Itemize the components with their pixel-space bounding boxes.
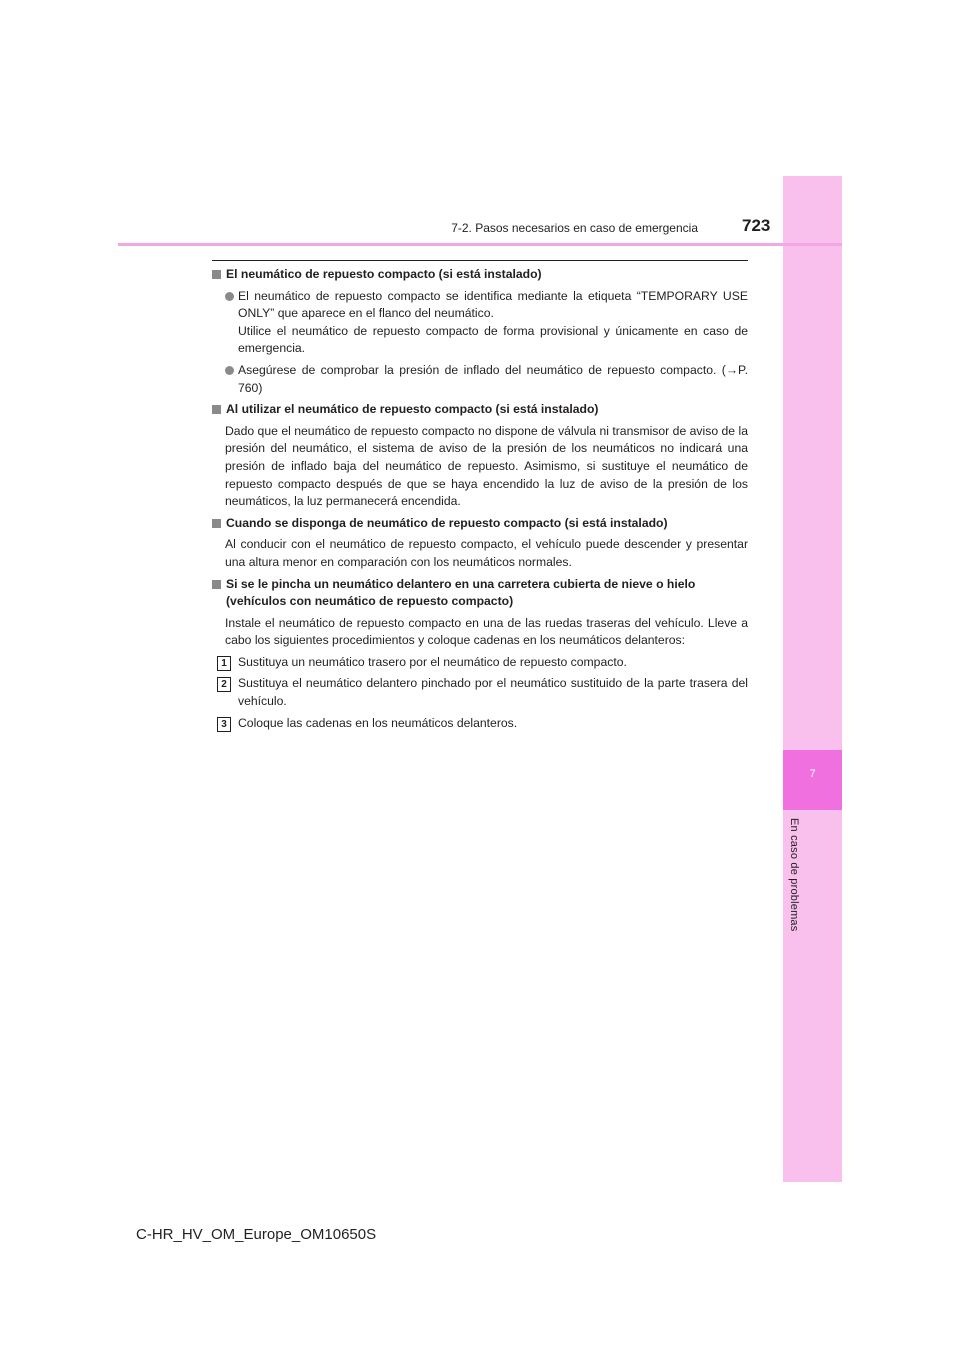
section-paragraph: Al conducir con el neumático de repuesto compacto, el vehículo puede descender y presentar una altura menor en comparación con los neumáticos normales.	[225, 537, 748, 569]
step-text: Coloque las cadenas en los neumáticos delanteros.	[238, 715, 518, 730]
bullet-text: Asegúrese de comprobar la presión de inflado del neumático de repuesto compacto. (→P. 760)	[238, 362, 748, 395]
header-divider	[118, 243, 842, 246]
chapter-number: 7	[809, 768, 816, 780]
chapter-title: En caso de problemas	[788, 818, 800, 932]
document-code-footer: C-HR_HV_OM_Europe_OM10650S	[136, 1226, 377, 1243]
procedure-step	[212, 715, 748, 733]
procedure-step	[212, 654, 748, 672]
section-paragraph: Instale el neumático de repuesto compacto en una de las ruedas traseras del vehículo. Lleve a cabo los siguientes procedimientos y coloque cadenas en los neumáticos delanteros:	[225, 615, 748, 648]
chapter-side-tab	[783, 176, 842, 1182]
step-number-badge: 3	[217, 717, 231, 732]
section-heading: Al utilizar el neumático de repuesto compacto (si está instalado)	[212, 401, 748, 419]
chapter-number-tab[interactable]	[783, 750, 842, 810]
step-number-badge: 1	[217, 656, 231, 671]
bullet-text: Utilice el neumático de repuesto compacto de forma provisional y únicamente en caso de emergencia.	[238, 323, 748, 356]
content-top-rule	[212, 260, 748, 261]
section-heading: El neumático de repuesto compacto (si está instalado)	[212, 266, 748, 284]
page-content	[212, 266, 748, 736]
procedure-step	[212, 675, 748, 710]
page-number: 723	[742, 216, 771, 235]
bullet-item	[212, 288, 748, 358]
section-title: 7-2. Pasos necesarios en caso de emergencia	[451, 221, 698, 235]
bullet-text: El neumático de repuesto compacto se identifica mediante la etiqueta “TEMPORARY USE ONLY” que aparece en el flanco del neumático.	[238, 288, 748, 321]
section-heading: Si se le pincha un neumático delantero en una carretera cubierta de nieve o hielo (vehículos con neumático de repuesto compacto)	[212, 576, 748, 611]
section-paragraph: Dado que el neumático de repuesto compacto no dispone de válvula ni transmisor de aviso de la presión del neumático, el sistema de aviso de la presión de los neumáticos no indicará una presión de inflado baja del neumático de repuesto. Asimismo, si sustituye el neumático de repuesto compacto después de que se haya encendido la luz de aviso de la presión de los neumáticos, la luz permanecerá encendida.	[225, 423, 748, 509]
bullet-item	[212, 362, 748, 397]
section-heading: Cuando se disponga de neumático de repuesto compacto (si está instalado)	[212, 515, 748, 533]
step-text: Sustituya el neumático delantero pinchado por el neumático sustituido de la parte trasera del vehículo.	[238, 676, 748, 709]
step-text: Sustituya un neumático trasero por el neumático de repuesto compacto.	[238, 654, 627, 669]
step-number-badge: 2	[217, 677, 231, 692]
